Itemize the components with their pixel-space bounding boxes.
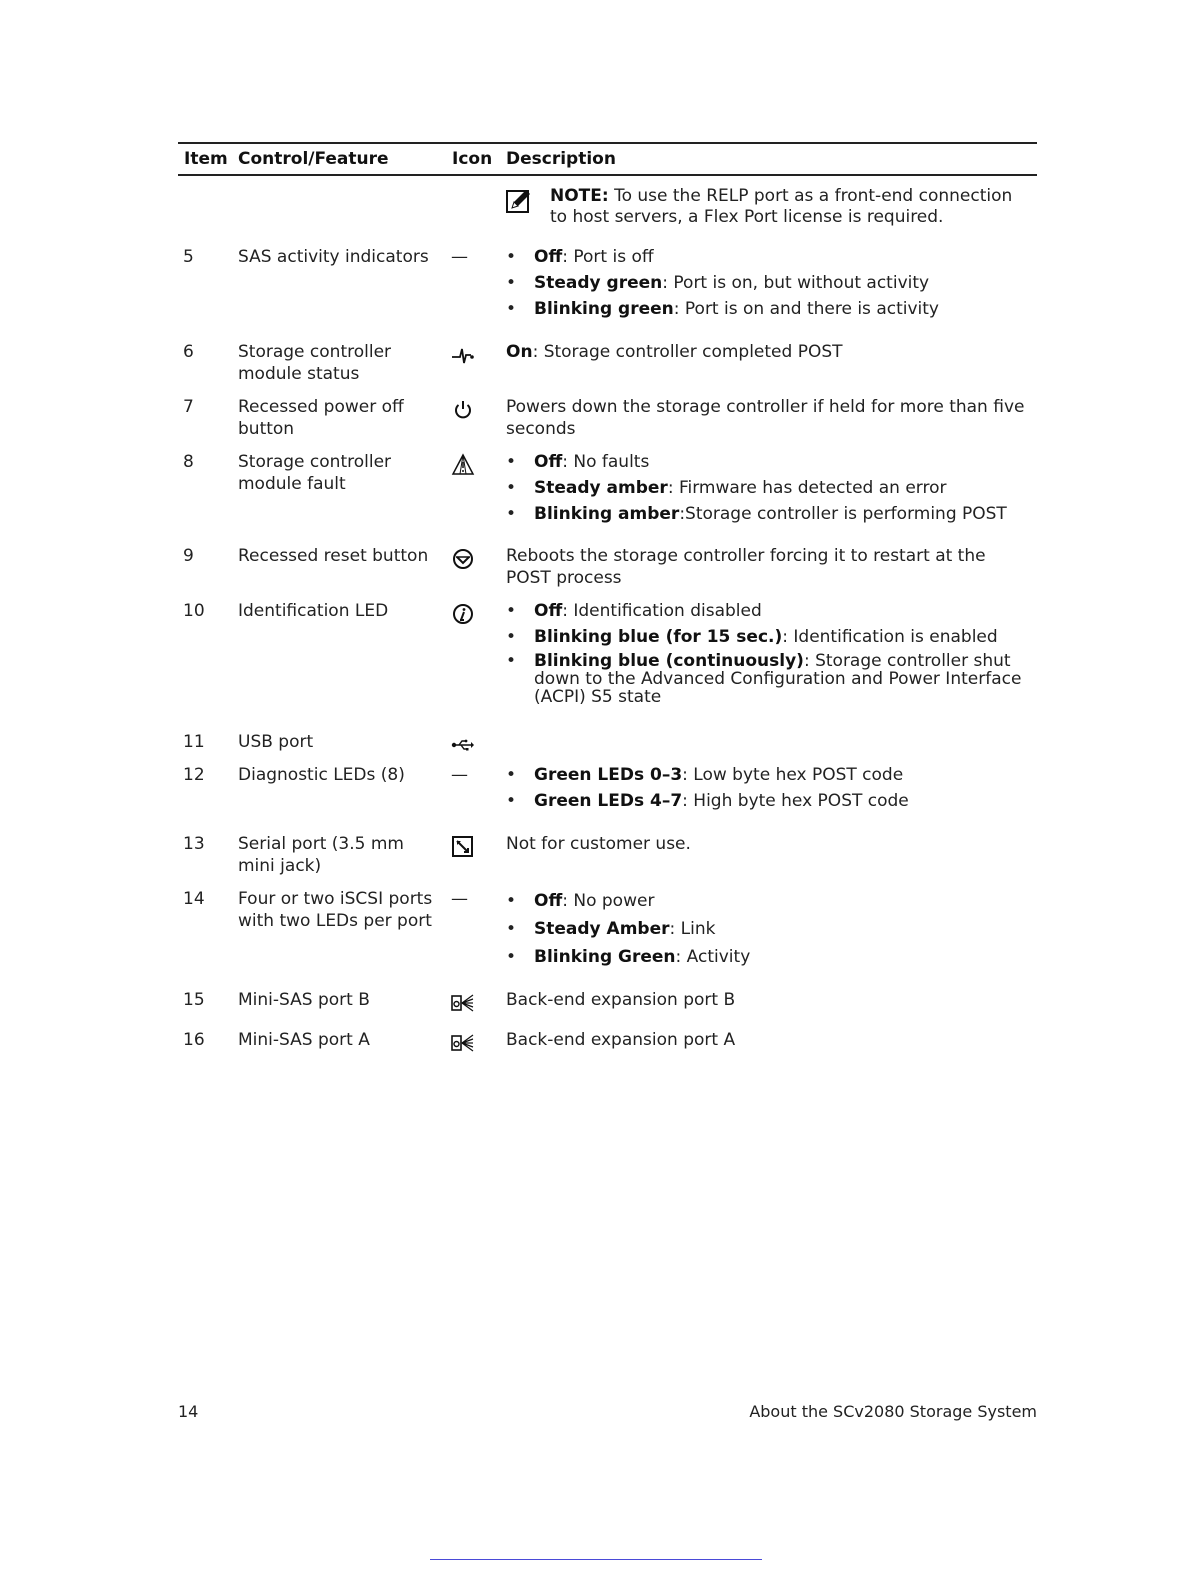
identification-icon	[451, 602, 475, 626]
dash-icon: —	[451, 247, 468, 267]
row-feature: Mini-SAS port B	[238, 990, 370, 1010]
row-feature: Diagnostic LEDs (8)	[238, 765, 405, 785]
row-description	[506, 600, 1026, 710]
row-description: Back-end expansion port A	[506, 1030, 736, 1050]
list-item: • Blinking Green: Activity	[506, 946, 1026, 968]
dash-icon: —	[451, 889, 468, 909]
list-item: • Blinking green: Port is on and there is activity	[506, 298, 1026, 320]
row-item: 14	[183, 889, 205, 909]
row-item: 8	[183, 452, 194, 472]
row-item: 12	[183, 765, 205, 785]
row-description: On: Storage controller completed POST	[506, 342, 843, 362]
header-icon: Icon	[452, 149, 493, 169]
row-feature: Storage controller module status	[238, 342, 392, 384]
row-description: Back-end expansion port B	[506, 990, 736, 1010]
row-item: 15	[183, 990, 205, 1010]
row-item: 5	[183, 247, 194, 267]
note-row	[178, 186, 1037, 232]
row-description	[506, 451, 1026, 529]
list-item: • Steady green: Port is on, but without activity	[506, 272, 1026, 294]
row-feature: Serial port (3.5 mm mini jack)	[238, 834, 404, 876]
reset-icon	[451, 547, 475, 571]
row-feature: Mini-SAS port A	[238, 1030, 370, 1050]
mini-sas-icon	[451, 1031, 475, 1055]
list-item: • Green LEDs 0–3: Low byte hex POST code	[506, 764, 1026, 786]
header-description: Description	[506, 149, 616, 169]
row-description	[506, 890, 1026, 972]
bottom-link-underline	[430, 1559, 762, 1560]
list-item: • Steady Amber: Link	[506, 918, 1026, 940]
note-pencil-icon	[506, 188, 532, 214]
row-item: 7	[183, 397, 194, 417]
row-feature: Recessed power off button	[238, 397, 404, 439]
row-description: Not for customer use.	[506, 834, 691, 854]
row-item: 16	[183, 1030, 205, 1050]
row-feature: Identification LED	[238, 601, 389, 621]
note-label: NOTE:	[550, 186, 609, 206]
warning-icon	[451, 453, 475, 477]
row-item: 13	[183, 834, 205, 854]
header-item: Item	[184, 149, 228, 169]
row-item: 9	[183, 546, 194, 566]
row-feature: Storage controller module fault	[238, 452, 392, 494]
list-item: • Steady amber: Firmware has detected an error	[506, 477, 1026, 499]
row-feature: USB port	[238, 732, 314, 752]
list-item: • Off: Identification disabled	[506, 600, 1026, 622]
heartbeat-icon	[451, 343, 475, 367]
dash-icon: —	[451, 765, 468, 785]
row-item: 11	[183, 732, 205, 752]
header-feature: Control/Feature	[238, 149, 389, 169]
page-number: 14	[178, 1402, 199, 1421]
list-item: • Green LEDs 4–7: High byte hex POST code	[506, 790, 1026, 812]
table-header	[178, 142, 1037, 176]
list-item: • Blinking blue (continuously): Storage controller shut down to the Advanced Configuration and Power Interface (ACPI) S5 state	[506, 652, 1026, 706]
list-item: • Off: Port is off	[506, 246, 1026, 268]
row-item: 10	[183, 601, 205, 621]
row-feature: SAS activity indicators	[238, 247, 429, 267]
mini-sas-icon	[451, 991, 475, 1015]
row-description: Powers down the storage controller if held for more than five seconds	[506, 397, 1025, 439]
note-text: To use the RELP port as a front-end connection to host servers, a Flex Port license is required.	[550, 186, 1013, 227]
list-item: • Blinking amber:Storage controller is performing POST	[506, 503, 1026, 525]
row-description	[506, 764, 1026, 816]
row-description: Reboots the storage controller forcing it to restart at the POST process	[506, 546, 986, 588]
row-feature: Recessed reset button	[238, 546, 429, 566]
list-item: • Off: No power	[506, 890, 1026, 912]
feature-table	[178, 142, 1037, 1050]
footer-title: About the SCv2080 Storage System	[749, 1402, 1037, 1421]
serial-port-icon	[451, 835, 475, 859]
power-icon	[451, 398, 475, 422]
list-item: • Off: No faults	[506, 451, 1026, 473]
row-feature: Four or two iSCSI ports with two LEDs per port	[238, 889, 433, 931]
usb-icon	[451, 733, 475, 757]
row-item: 6	[183, 342, 194, 362]
row-description	[506, 246, 1026, 324]
list-item: • Blinking blue (for 15 sec.): Identification is enabled	[506, 626, 1026, 648]
